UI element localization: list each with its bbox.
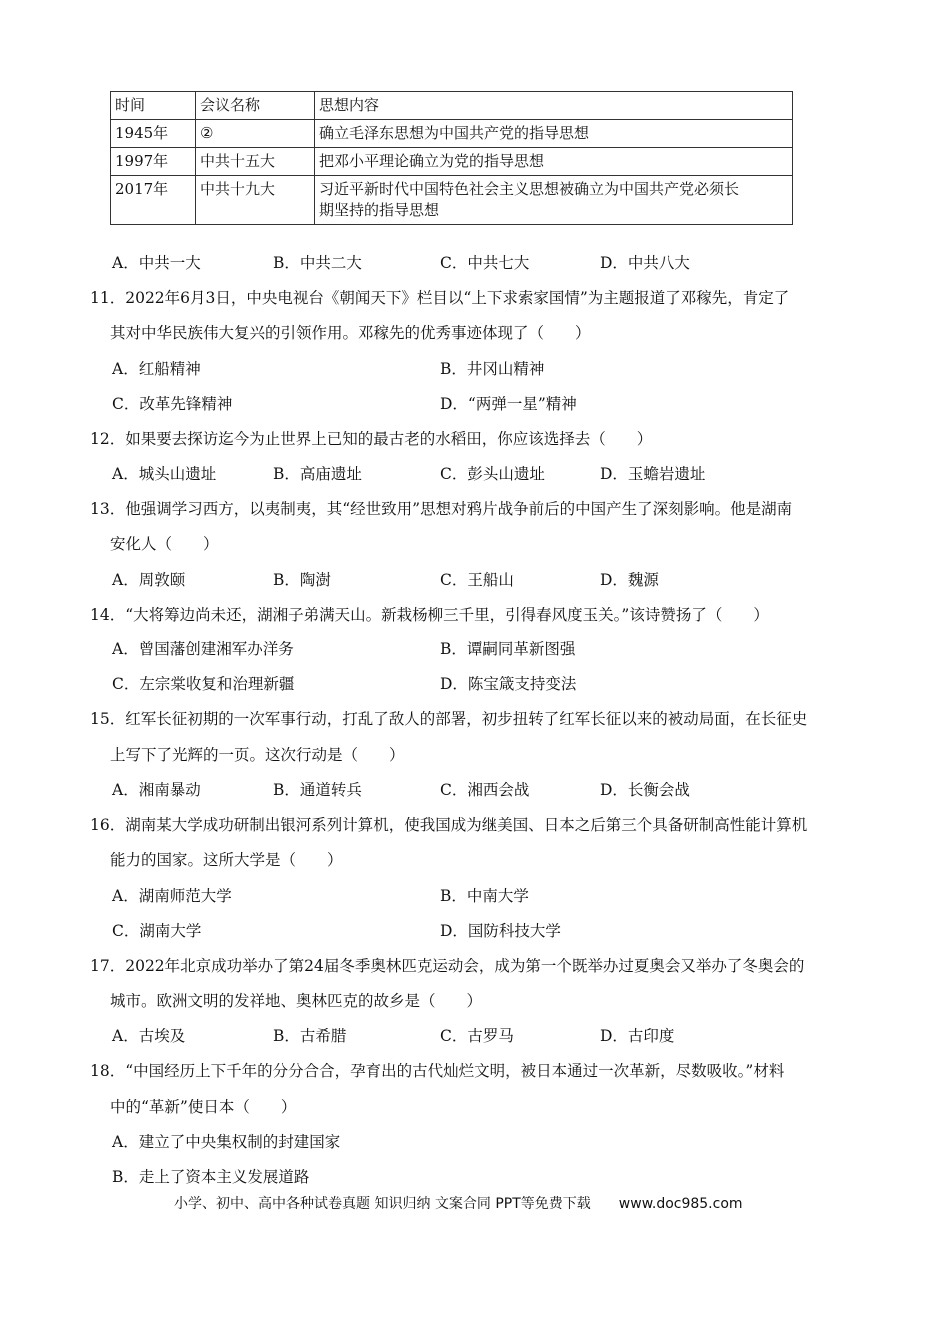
q16-option-c: C．湖南大学	[112, 922, 202, 940]
q15-stem-line: 上写下了光辉的一页。这次行动是（ ）	[110, 746, 405, 764]
table-row	[111, 120, 793, 148]
q14-option-c: C．左宗棠收复和治理新疆	[112, 675, 295, 693]
footer-url[interactable]: www.doc985.com	[618, 1196, 743, 1212]
q12-stem-line: 12．如果要去探访迄今为止世界上已知的最古老的水稻田，你应该选择去（ ）	[90, 430, 653, 448]
q17-option-c: C．古罗马	[440, 1027, 514, 1045]
q14-option-d: D．陈宝箴支持变法	[440, 675, 577, 693]
q15-option-a: A．湘南暴动	[112, 781, 201, 799]
q13-option-b: B．陶澍	[273, 571, 331, 589]
q14-stem-line: 14．“大将筹边尚未还，湖湘子弟满天山。新栽杨柳三千里，引得春风度玉关。”该诗赞扬了（ ）	[90, 606, 769, 624]
q10-option-b: B．中共二大	[273, 254, 362, 272]
q17-stem-line: 17．2022年北京成功举办了第24届冬季奥林匹克运动会，成为第一个既举办过夏奥会又举办了冬奥会的	[90, 957, 805, 975]
q18-option-a: A．建立了中央集权制的封建国家	[112, 1133, 341, 1151]
q13-option-c: C．王船山	[440, 571, 514, 589]
table-row	[111, 148, 793, 176]
q15-option-b: B．通道转兵	[273, 781, 362, 799]
q18-option-b: B．走上了资本主义发展道路	[112, 1168, 310, 1186]
q11-stem-line: 其对中华民族伟大复兴的引领作用。邓稼先的优秀事迹体现了（ ）	[110, 324, 591, 342]
table-cell: 把邓小平理论确立为党的指导思想	[315, 148, 793, 176]
q10-option-a: A．中共一大	[112, 254, 201, 272]
table-cell: ②	[196, 120, 315, 148]
q16-stem-line: 能力的国家。这所大学是（ ）	[110, 851, 343, 869]
q11-stem-line: 11．2022年6月3日，中央电视台《朝闻天下》栏目以“上下求索家国情”为主题报道了邓稼先，肯定了	[90, 289, 790, 307]
q15-stem-line: 15．红军长征初期的一次军事行动，打乱了敌人的部署，初步扭转了红军长征以来的被动局面，在长征史	[90, 710, 808, 728]
table-cell: 1945年	[111, 120, 196, 148]
q17-stem-line: 城市。欧洲文明的发祥地、奥林匹克的故乡是（ ）	[110, 992, 483, 1010]
q13-option-a: A．周敦颐	[112, 571, 186, 589]
q17-option-d: D．古印度	[600, 1027, 675, 1045]
table-header-cell: 时间	[111, 92, 196, 120]
q16-option-b: B．中南大学	[440, 887, 529, 905]
q11-option-d: D．“两弹一星”精神	[440, 395, 577, 413]
q14-option-b: B．谭嗣同革新图强	[440, 640, 576, 658]
q15-option-d: D．长衡会战	[600, 781, 690, 799]
q13-stem-line: 安化人（ ）	[110, 535, 219, 553]
q14-option-a: A．曾国藩创建湘军办洋务	[112, 640, 294, 658]
table-header-cell: 会议名称	[196, 92, 315, 120]
q16-option-d: D．国防科技大学	[440, 922, 561, 940]
table-cell: 确立毛泽东思想为中国共产党的指导思想	[315, 120, 793, 148]
q18-stem-line: 中的“革新”使日本（ ）	[110, 1098, 297, 1116]
q12-option-d: D．玉蟾岩遗址	[600, 465, 706, 483]
q11-option-c: C．改革先锋精神	[112, 395, 233, 413]
table-cell-line: 习近平新时代中国特色社会主义思想被确立为中国共产党必须长	[319, 180, 740, 198]
q12-option-c: C．彭头山遗址	[440, 465, 545, 483]
table-header-row	[111, 92, 793, 120]
q13-option-d: D．魏源	[600, 571, 659, 589]
q12-option-b: B．高庙遗址	[273, 465, 362, 483]
footer-text: 小学、初中、高中各种试卷真题 知识归纳 文案合同 PPT等免费下载	[174, 1196, 591, 1212]
q15-option-c: C．湘西会战	[440, 781, 530, 799]
table-cell-line: 期坚持的指导思想	[319, 201, 440, 219]
conference-table	[110, 91, 793, 225]
table-cell: 中共十九大	[196, 176, 315, 225]
table-cell: 1997年	[111, 148, 196, 176]
page-footer	[174, 1193, 743, 1213]
table-header-cell: 思想内容	[315, 92, 793, 120]
table-cell: 2017年	[111, 176, 196, 225]
q17-option-a: A．古埃及	[112, 1027, 186, 1045]
q10-option-d: D．中共八大	[600, 254, 690, 272]
q16-stem-line: 16．湖南某大学成功研制出银河系列计算机，使我国成为继美国、日本之后第三个具备研制高性能计算机	[90, 816, 808, 834]
q17-option-b: B．古希腊	[273, 1027, 347, 1045]
q10-option-c: C．中共七大	[440, 254, 530, 272]
q16-option-a: A．湖南师范大学	[112, 887, 232, 905]
q18-stem-line: 18．“中国经历上下千年的分分合合，孕育出的古代灿烂文明，被日本通过一次革新，尽数吸收。”材料	[90, 1062, 785, 1080]
q13-stem-line: 13．他强调学习西方，以夷制夷，其“经世致用”思想对鸦片战争前后的中国产生了深刻影响。他是湖南	[90, 500, 793, 518]
table-row	[111, 176, 793, 225]
q11-option-a: A．红船精神	[112, 360, 201, 378]
q11-option-b: B．井冈山精神	[440, 360, 545, 378]
table-cell	[315, 176, 793, 225]
q12-option-a: A．城头山遗址	[112, 465, 217, 483]
table-cell: 中共十五大	[196, 148, 315, 176]
